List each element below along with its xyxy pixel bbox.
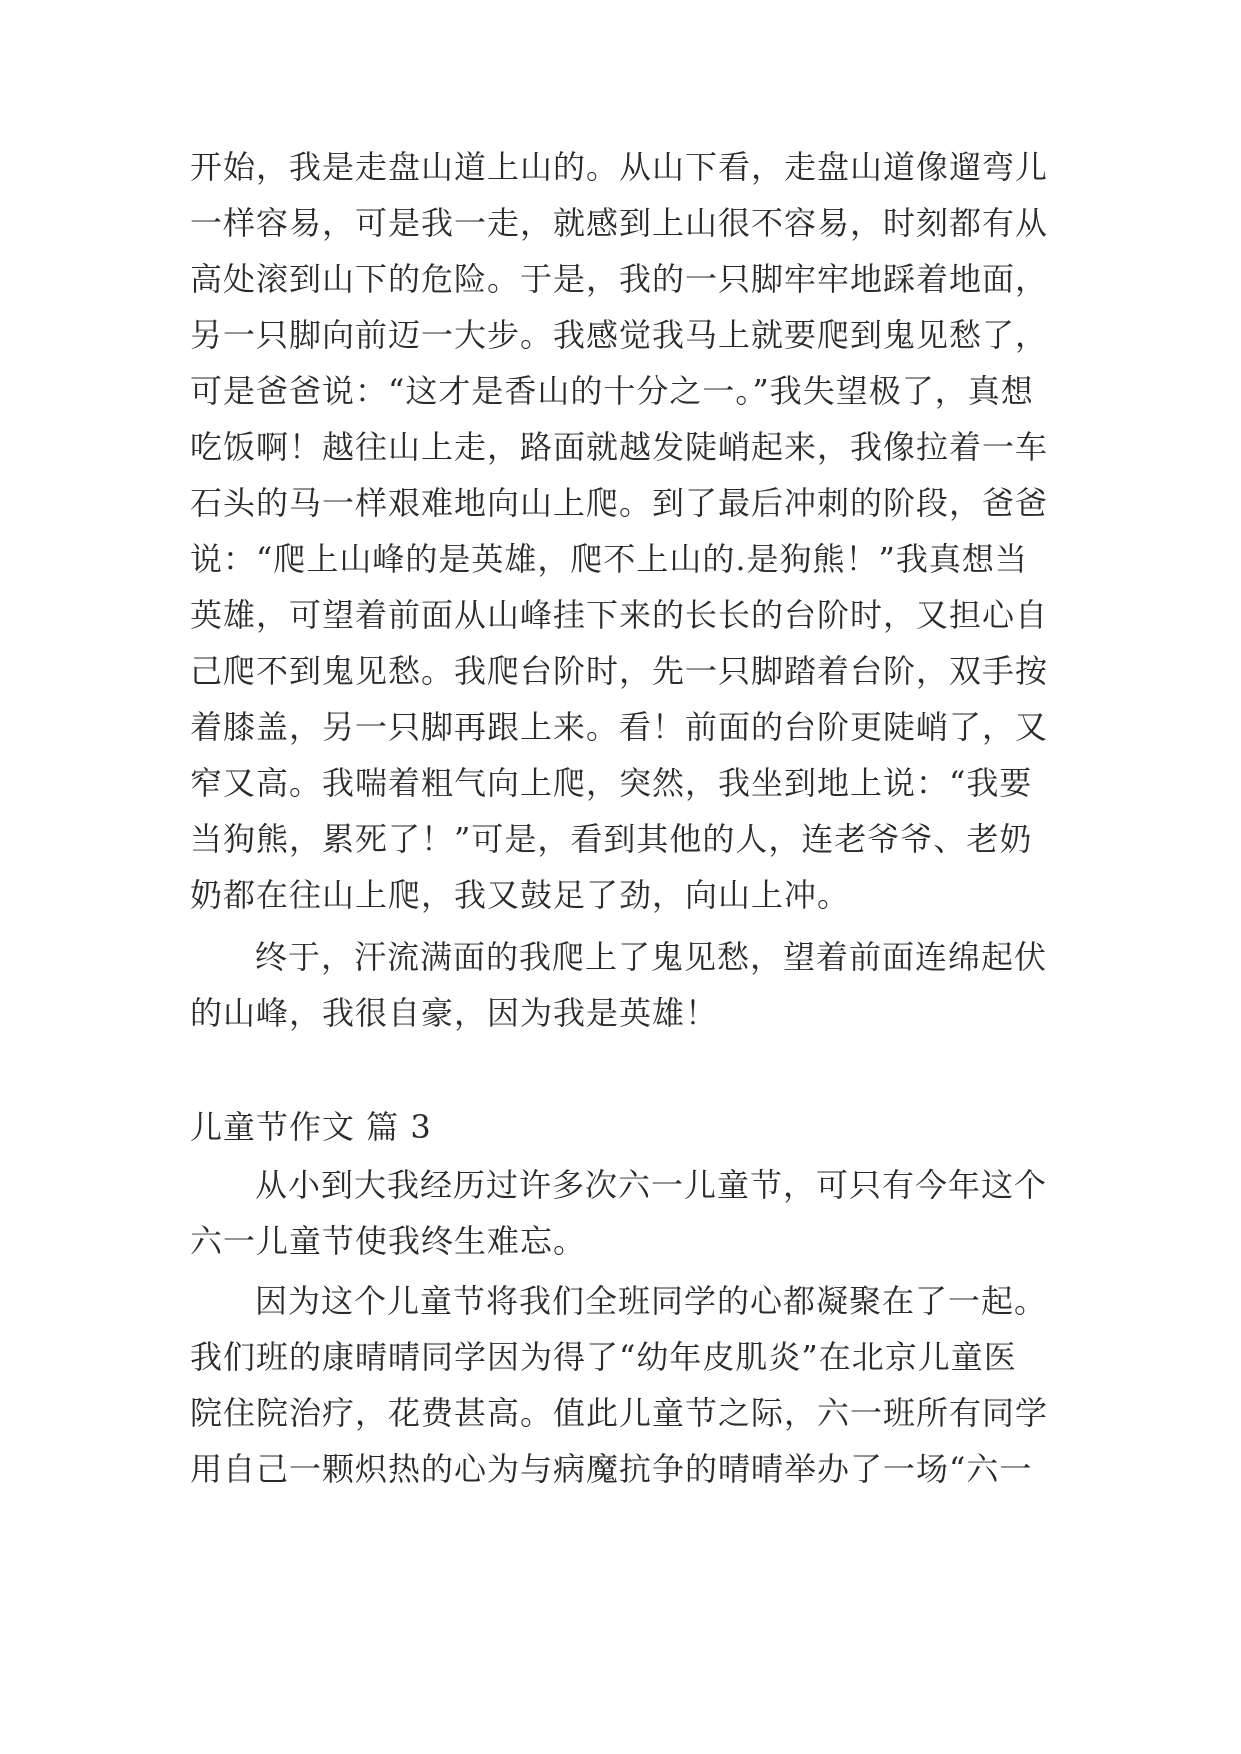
essay2-line-8: 说：“爬上山峰的是英雄，爬不上山的.是狗熊！”我真想当 bbox=[190, 540, 1028, 578]
essay3-para1-line-1: 从小到大我经历过许多次六一儿童节，可只有今年这个 bbox=[255, 1166, 1048, 1204]
essay3-para2-line-2: 我们班的康晴晴同学因为得了“幼年皮肌炎”在北京儿童医 bbox=[190, 1338, 1017, 1376]
essay2-line-13: 当狗熊，累死了！”可是，看到其他的人，连老爷爷、老奶 bbox=[190, 820, 1033, 858]
essay2-line-1: 开始，我是走盘山道上山的。从山下看，走盘山道像遛弯儿 bbox=[190, 148, 1049, 186]
essay2-line-10: 己爬不到鬼见愁。我爬台阶时，先一只脚踏着台阶，双手按 bbox=[190, 652, 1049, 690]
essay2-line-5: 可是爸爸说：“这才是香山的十分之一。”我失望极了，真想 bbox=[190, 372, 1034, 410]
essay2-line-6: 吃饭啊！越往山上走，路面就越发陡峭起来，我像拉着一车 bbox=[190, 428, 1049, 466]
essay2-line-2: 一样容易，可是我一走，就感到上山很不容易，时刻都有从 bbox=[190, 204, 1049, 242]
essay3-heading: 儿童节作文 篇 3 bbox=[190, 1108, 432, 1146]
essay2-conclusion-line-2: 的山峰，我很自豪，因为我是英雄！ bbox=[190, 994, 719, 1032]
essay2-line-14: 奶都在往山上爬，我又鼓足了劲，向山上冲。 bbox=[190, 876, 851, 914]
essay3-para2-line-1: 因为这个儿童节将我们全班同学的心都凝聚在了一起。 bbox=[255, 1282, 1048, 1320]
essay2-line-12: 窄又高。我喘着粗气向上爬，突然，我坐到地上说：“我要 bbox=[190, 764, 1033, 802]
essay2-line-7: 石头的马一样艰难地向山上爬。到了最后冲刺的阶段，爸爸 bbox=[190, 484, 1049, 522]
essay2-line-3: 高处滚到山下的危险。于是，我的一只脚牢牢地踩着地面， bbox=[190, 260, 1049, 298]
essay2-line-4: 另一只脚向前迈一大步。我感觉我马上就要爬到鬼见愁了， bbox=[190, 316, 1049, 354]
essay2-line-9: 英雄，可望着前面从山峰挂下来的长长的台阶时，又担心自 bbox=[190, 596, 1049, 634]
essay3-para2-line-3: 院住院治疗，花费甚高。值此儿童节之际，六一班所有同学 bbox=[190, 1394, 1049, 1432]
essay2-line-11: 着膝盖，另一只脚再跟上来。看！前面的台阶更陡峭了，又 bbox=[190, 708, 1049, 746]
essay3-para1-line-2: 六一儿童节使我终生难忘。 bbox=[190, 1222, 587, 1260]
essay2-conclusion-line-1: 终于，汗流满面的我爬上了鬼见愁，望着前面连绵起伏 bbox=[255, 938, 1048, 976]
essay3-para2-line-4: 用自己一颗炽热的心为与病魔抗争的晴晴举办了一场“六一 bbox=[190, 1450, 1033, 1488]
